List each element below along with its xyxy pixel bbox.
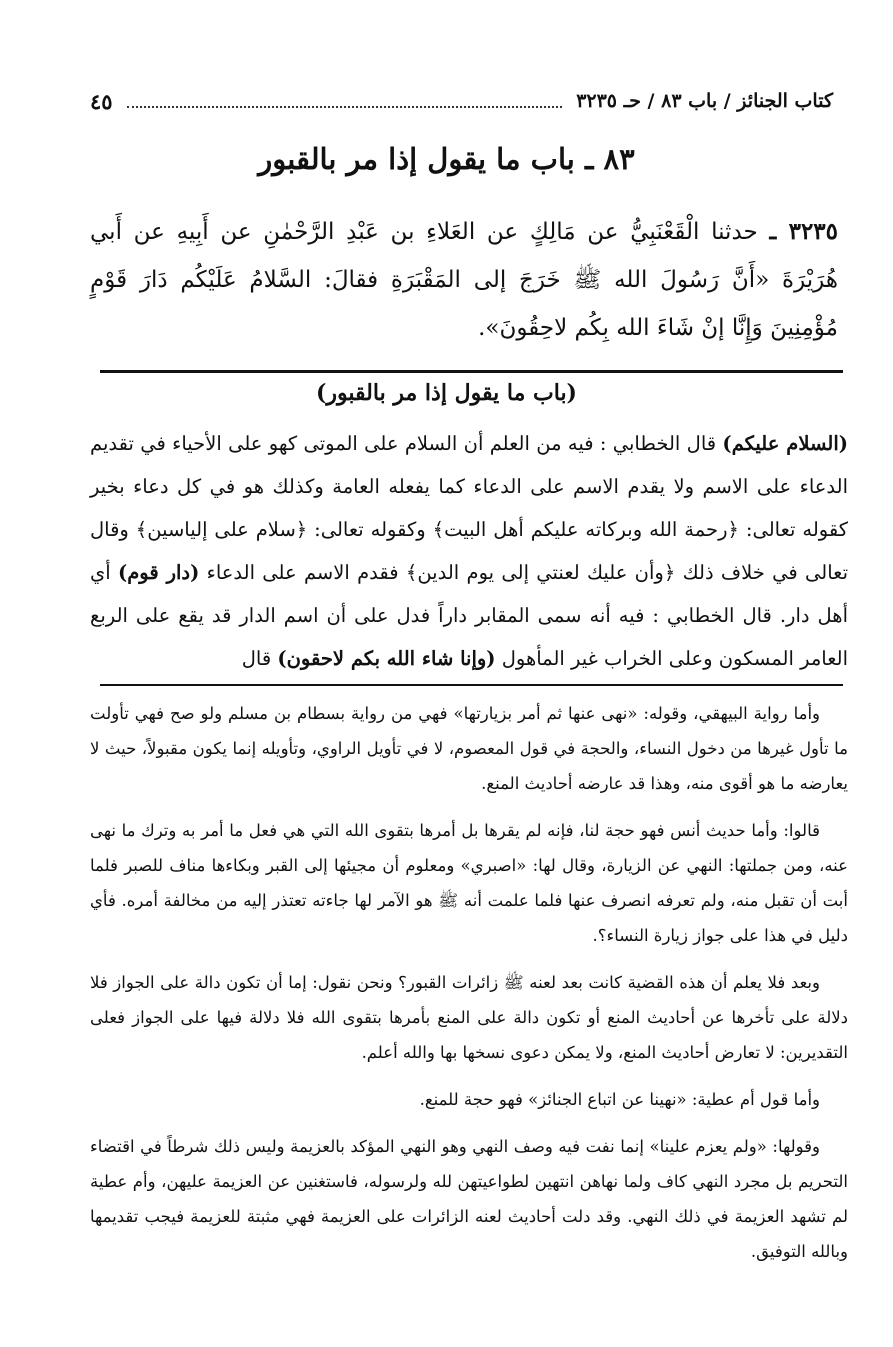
footnote-paragraph: وأما رواية البيهقي، وقوله: «نهى عنها ثم أمر بزيارتها» فهي من رواية بسطام بن مسلم ولو صح فهي تأولت ما تأول غيرها من دخول النساء، والحجة في قول المعصوم، لا في تأويل الراوي، وتأويله إنما يكون مقبولاً، حيث لا يعارضه ما هو أقوى منه، وهذا قد عارضه أحاديث المنع.	[90, 704, 848, 793]
commentary-segment: أي أهل دار. قال الخطابي : فيه أنه سمى المقابر داراً فدل على أن اسم الدار قد يقع على الربع العامر المسكون وعلى الخراب غير المأهول	[90, 561, 848, 670]
commentary-segment: قال	[241, 647, 278, 670]
chapter-title: ٨٣ ـ باب ما يقول إذا مر بالقبور	[258, 142, 635, 176]
hadith-number: ٣٢٣٥ ـ	[769, 218, 839, 245]
page-number: ٤٥	[90, 88, 113, 114]
footnote-paragraph: وأما قول أم عطية: «نهينا عن اتباع الجنائز» فهو حجة للمنع.	[419, 1090, 820, 1109]
commentary-segment: (السلام عليكم)	[722, 432, 848, 455]
commentary-segment: (دار قوم)	[118, 561, 200, 584]
running-header	[90, 84, 833, 118]
footnotes-block	[90, 696, 848, 1269]
footnote-paragraph: وبعد فلا يعلم أن هذه القضية كانت بعد لعنه ﷺ زائرات القبور؟ ونحن نقول: إما أن تكون دالة على الجواز فلا دلالة على تأخرها عن أحاديث المنع أو تكون دالة على المنع بأمرها بتقوى الله فلا دلالة فيها على الجواز فعلى التقديرين: لا تعارض أحاديث المنع، ولا يمكن دعوى نسخها بها والله أعلم.	[90, 973, 848, 1062]
leader-dots	[127, 94, 563, 108]
footnote-divider	[100, 684, 843, 686]
commentary-segment: قال الخطابي : فيه من العلم أن السلام على الموتى كهو على الأحياء في تقديم الدعاء على الاسم ولا يقدم الاسم على الدعاء كما يفعله العامة وكذلك هو في كل دعاء بخير كقوله تعالى: ﴿رحمة الله وبركاته عليكم أهل البيت﴾ وكقوله تعالى: ﴿سلام على إلياسين﴾ وقال تعالى في خلاف ذلك ﴿وأن عليك لعنتي إلى يوم الدين﴾ فقدم الاسم على الدعاء	[90, 432, 848, 584]
commentary-block	[90, 422, 848, 680]
section-divider	[100, 370, 843, 373]
footnote-paragraph: وقولها: «ولم يعزم علينا» إنما نفت فيه وصف النهي وهو النهي المؤكد بالعزيمة وليس ذلك شرطاً في اقتضاء التحريم بل مجرد النهي كاف ولما نهاهن انتهين لطواعيتهن لله ولرسوله، فاستغنين عن العزيمة عليهن، وأم عطية لم تشهد العزيمة في ذلك النهي. وقد دلت أحاديث لعنه الزائرات على العزيمة فهي مثبتة للعزيمة فيجب تقديمها وبالله التوفيق.	[90, 1137, 848, 1261]
hadith-text: حدثنا الْقَعْنَبِيُّ عن مَالِكٍ عن العَلاءِ بن عَبْدِ الرَّحْمٰنِ عن أَبِيهِ عن أَبي هُرَيْرَةَ «أَنَّ رَسُولَ الله ﷺ خَرَجَ إلى المَقْبَرَةِ فقالَ: السَّلامُ عَلَيْكُم دَارَ قَوْمٍ مُؤْمِنِينَ وَإِنَّا إنْ شَاءَ الله بِكُم لاحِقُونَ».	[90, 219, 838, 341]
footnote-paragraph: قالوا: وأما حديث أنس فهو حجة لنا، فإنه لم يقرها بل أمرها بتقوى الله التي هي فعل ما أمر به وترك ما نهى عنه، ومن جملتها: النهي عن الزيارة، وقال لها: «اصبري» ومعلوم أن مجيئها إلى القبر وبكاءها مناف للصبر فلما أبت أن تقبل منه، ولم تعرفه انصرف عنها فلما علمت أنه ﷺ هو الآمر لها جاءته تعتذر إليه من مخالفة أمره. فأي دليل في هذا على جواز زيارة النساء؟.	[90, 821, 848, 945]
running-title: كتاب الجنائز / باب ٨٣ / حـ ٣٢٣٥	[576, 90, 833, 112]
hadith-text-block	[90, 208, 838, 352]
commentary-segment: (وإنا شاء الله بكم لاحقون)	[277, 647, 496, 670]
commentary-title: (باب ما يقول إذا مر بالقبور)	[316, 380, 577, 406]
